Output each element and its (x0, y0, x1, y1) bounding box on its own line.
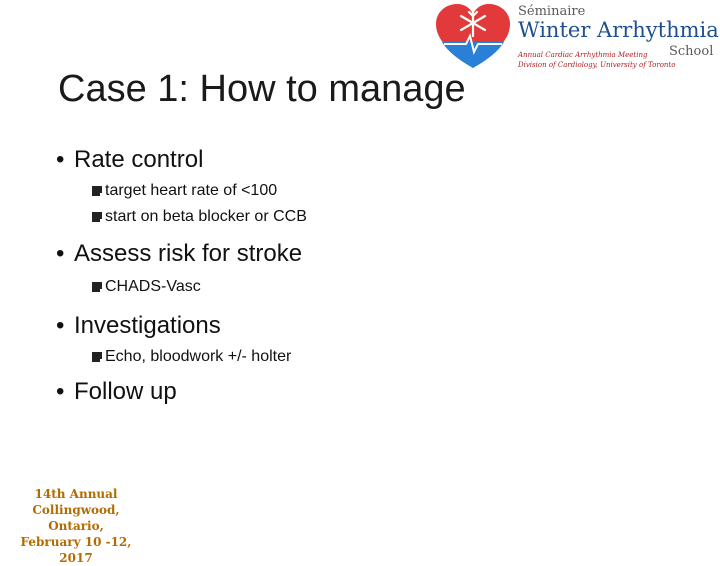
bullet-rate-control (56, 146, 203, 174)
logo-line1: Séminaire (518, 4, 586, 19)
bullet-text: Follow up (74, 378, 177, 405)
sub-item-text: start on beta blocker or CCB (105, 208, 307, 225)
bullet-investigations (56, 312, 221, 340)
checkbox-bullet-icon (92, 352, 102, 362)
bullet-dot: • (56, 312, 65, 339)
heart-snowflake-icon (432, 2, 514, 72)
bullet-follow-up (56, 378, 177, 406)
sub-item-text: target heart rate of <100 (105, 182, 278, 199)
bullet-stroke-risk (56, 240, 302, 268)
event-footer (6, 486, 146, 566)
sub-item-text: Echo, bloodwork +/- holter (105, 348, 292, 365)
bullet-text: Rate control (74, 146, 204, 173)
checkbox-bullet-icon (92, 282, 102, 292)
logo-line2: Winter Arrhythmia (518, 18, 719, 42)
checkbox-bullet-icon (92, 212, 102, 222)
sub-item (92, 208, 307, 226)
sub-item-text: CHADS-Vasc (105, 278, 201, 295)
bullet-dot: • (56, 146, 65, 173)
checkbox-bullet-icon (92, 186, 102, 196)
sub-item (92, 278, 201, 296)
logo-subtitle-1: Annual Cardiac Arrhythmia Meeting (518, 51, 648, 59)
footer-line1: 14th Annual (34, 487, 118, 501)
sub-item (92, 182, 277, 200)
sub-item (92, 348, 291, 366)
logo-subtitle-2: Division of Cardiology, University of Toronto (518, 61, 676, 69)
bullet-text: Assess risk for stroke (74, 240, 303, 267)
slide-title: Case 1: How to manage (58, 68, 466, 110)
bullet-dot: • (56, 378, 65, 405)
footer-line3: February 10 -12, 2017 (20, 535, 132, 565)
logo (432, 2, 720, 74)
bullet-text: Investigations (74, 312, 221, 339)
footer-line2: Collingwood, Ontario, (32, 503, 120, 533)
bullet-dot: • (56, 240, 65, 267)
logo-line3: School (669, 44, 714, 59)
